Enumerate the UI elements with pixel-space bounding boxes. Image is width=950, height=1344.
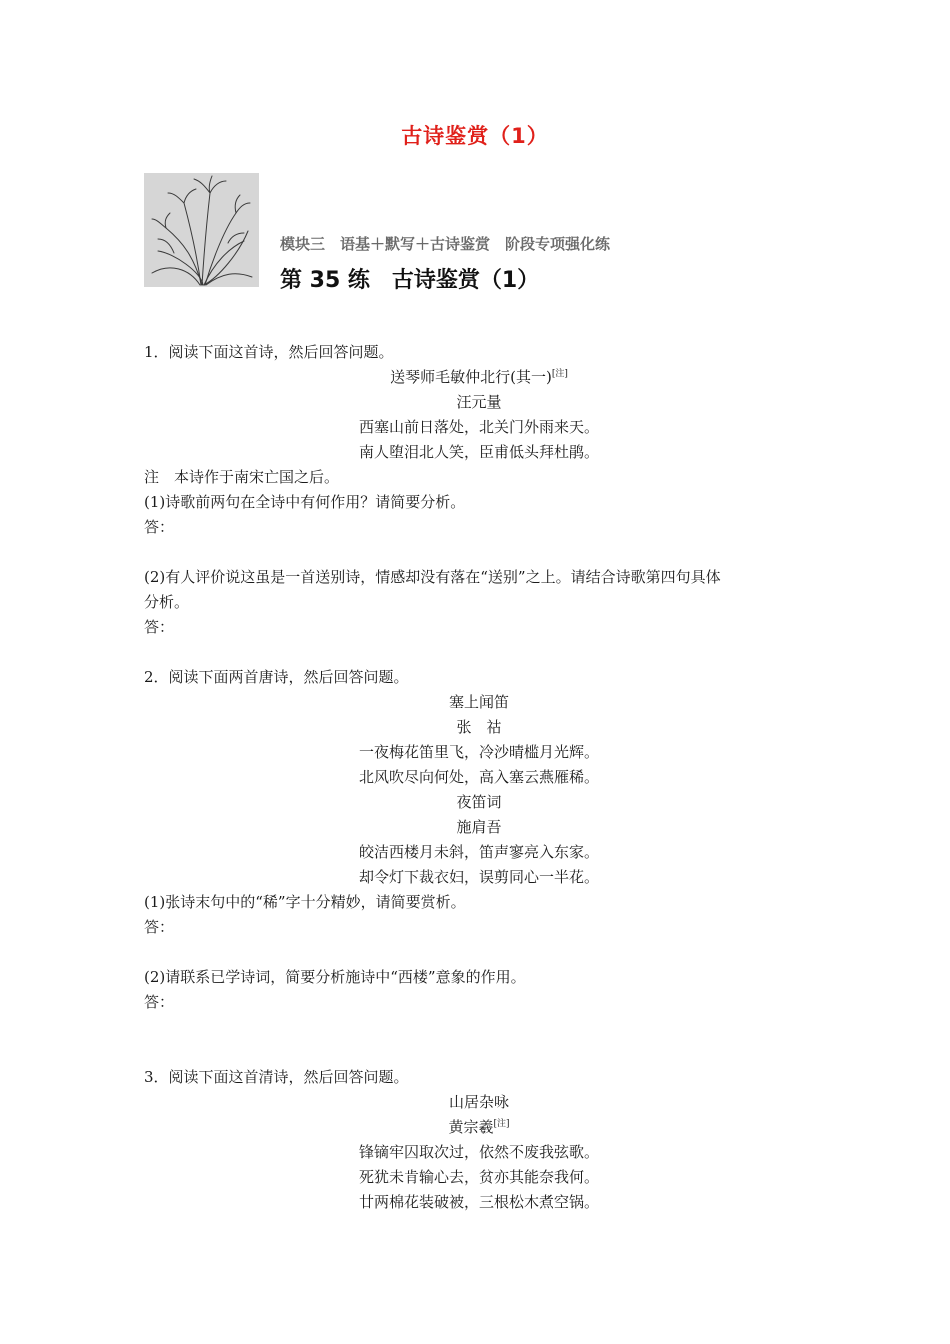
question-3-poem-author-row	[144, 1115, 814, 1140]
question-1-sub-2-line-1: (2)有人评价说这虽是一首送别诗，情感却没有落在“送别”之上。请结合诗歌第四句具体	[144, 568, 721, 586]
footnote-marker: [注]	[551, 369, 568, 379]
poem-line: 南人堕泪北人笑，臣甫低头拜杜鹃。	[358, 443, 599, 461]
answer-label: 答：	[144, 918, 175, 936]
question-2-poem-2-title: 夜笛词	[456, 793, 502, 811]
question-3-poem-title: 山居杂咏	[448, 1093, 509, 1111]
poem-line: 皎洁西楼月未斜，笛声寥亮入东家。	[358, 843, 599, 861]
lesson-title: 第 35 练 古诗鉴赏（1）	[280, 268, 540, 293]
question-1-sub-1: (1)诗歌前两句在全诗中有何作用？请简要分析。	[144, 493, 466, 511]
orchid-plant-illustration-icon	[144, 173, 259, 287]
question-2-poem-1-title: 塞上闻笛	[448, 693, 509, 711]
answer-label: 答：	[144, 518, 175, 536]
question-1-poem-title-row	[144, 365, 814, 390]
poem-line: 北风吹尽向何处，高入塞云燕雁稀。	[358, 768, 599, 786]
poem-line: 廿两棉花装破被，三根松木煮空锅。	[358, 1193, 599, 1211]
question-1-sub-2-line-2: 分析。	[144, 593, 190, 611]
answer-label: 答：	[144, 618, 175, 636]
question-2-sub-1: (1)张诗末句中的“稀”字十分精妙，请简要赏析。	[144, 893, 466, 911]
question-2-sub-2: (2)请联系已学诗词，简要分析施诗中“西楼”意象的作用。	[144, 968, 526, 986]
question-2-poem-2-author: 施肩吾	[456, 818, 502, 836]
module-heading: 模块三 语基＋默写＋古诗鉴赏 阶段专项强化练	[280, 235, 611, 253]
poem-line: 却令灯下裁衣妇，误剪同心一半花。	[358, 868, 599, 886]
poem-line: 死犹未肯输心去，贫亦其能奈我何。	[358, 1168, 599, 1186]
question-3-poem-author: 黄宗羲	[448, 1118, 494, 1136]
question-2-intro: 2．阅读下面两首唐诗，然后回答问题。	[144, 668, 409, 686]
footnote-marker: [注]	[493, 1119, 510, 1129]
question-1-poem-author: 汪元量	[456, 393, 502, 411]
question-2-poem-1-author: 张 祜	[456, 718, 502, 736]
question-1-poem-title: 送琴师毛敏仲北行(其一)	[390, 368, 552, 386]
question-1-note: 注 本诗作于南宋亡国之后。	[144, 468, 340, 486]
answer-label: 答：	[144, 993, 175, 1011]
exercise-content	[144, 340, 814, 1215]
question-1-intro: 1．阅读下面这首诗，然后回答问题。	[144, 343, 394, 361]
poem-line: 一夜梅花笛里飞，冷沙晴槛月光辉。	[358, 743, 599, 761]
document-title: 古诗鉴赏（1）	[401, 124, 549, 148]
poem-line: 西塞山前日落处，北关门外雨来天。	[358, 418, 599, 436]
question-3-intro: 3．阅读下面这首清诗，然后回答问题。	[144, 1068, 409, 1086]
poem-line: 锋镝牢囚取次过，依然不废我弦歌。	[358, 1143, 599, 1161]
